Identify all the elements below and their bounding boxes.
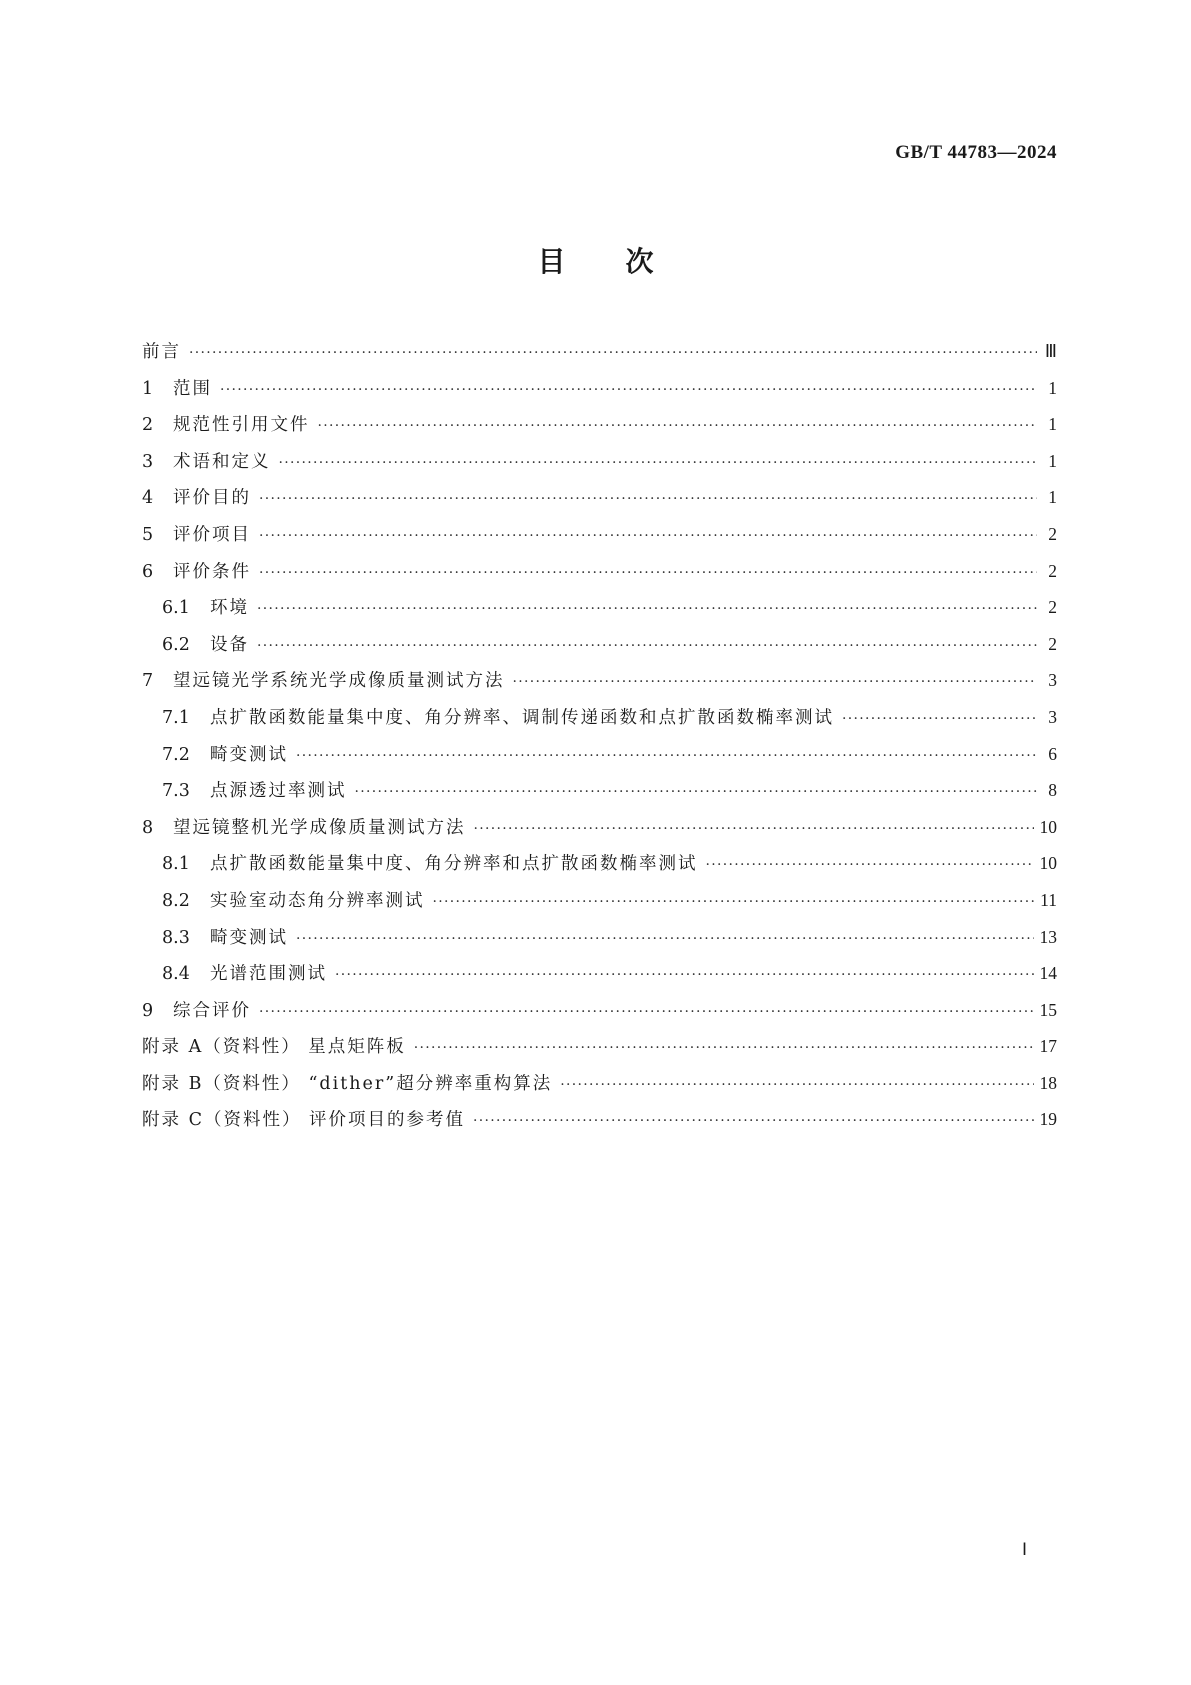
toc-entry-title: 附录 A（资料性） 星点矩阵板 [142,1037,406,1058]
toc-dot-leader [257,638,1037,654]
toc-dot-leader [433,894,1035,910]
page-title: 目次 [537,245,714,278]
toc-entry[interactable] [142,704,1057,741]
toc-entry-title: 畸变测试 [210,744,288,765]
toc-entry[interactable] [142,411,1057,448]
toc-entry-title: 环境 [210,598,249,619]
toc-entry-number: 7.3 [162,781,190,802]
toc-entry-number: 7.1 [162,707,190,728]
toc-entry-page: 2 [1048,523,1057,544]
toc-dot-leader [355,784,1038,800]
toc-dot-leader [842,711,1037,727]
toc-entry-title: 设备 [210,634,249,655]
toc-dot-leader [259,1004,1034,1020]
toc-entry-page: 1 [1048,487,1057,508]
toc-entry[interactable] [142,594,1057,631]
toc-entry-page: 14 [1039,963,1057,984]
toc-entry-title: 评价目的 [173,488,251,509]
toc-entry-number: 8.4 [162,964,190,985]
toc-entry-number: 6.1 [162,598,190,619]
toc-entry-page: 19 [1039,1109,1057,1130]
toc-entry-page: 2 [1048,633,1057,654]
toc-entry[interactable] [142,484,1057,521]
table-of-contents [142,338,1057,1143]
toc-entry-page: 2 [1048,560,1057,581]
toc-entry-number: 3 [142,451,154,472]
toc-dot-leader [335,967,1034,983]
toc-entry-number: 8.1 [162,854,190,875]
toc-dot-leader [473,1113,1033,1129]
toc-entry-number: 8.3 [162,927,190,948]
footer-page-number: Ⅰ [1022,1540,1028,1559]
toc-entry-page: 3 [1048,670,1057,691]
toc-dot-leader [257,601,1037,617]
toc-dot-leader [513,674,1038,690]
toc-entry-title: 点源透过率测试 [210,781,347,802]
toc-entry-title: 术语和定义 [173,451,271,472]
toc-entry-page: 10 [1039,853,1057,874]
toc-dot-leader [296,748,1037,764]
toc-entry-number: 5 [142,524,154,545]
toc-entry[interactable] [142,887,1057,924]
toc-entry-number: 1 [142,378,154,399]
toc-entry[interactable] [142,777,1057,814]
toc-entry-page: 8 [1048,780,1057,801]
toc-entry-page: 1 [1048,450,1057,471]
toc-entry-page: 1 [1048,377,1057,398]
toc-entry-title: 前言 [142,342,181,362]
toc-entry-title: 畸变测试 [210,927,288,948]
toc-entry[interactable] [142,631,1057,668]
toc-entry-page: Ⅲ [1044,341,1057,361]
toc-entry-title: 附录 C（资料性） 评价项目的参考值 [142,1110,466,1131]
toc-entry-page: 17 [1039,1036,1057,1057]
toc-entry-number: 6 [142,561,154,582]
toc-entry-number: 8 [142,817,154,838]
toc-dot-leader [259,528,1037,544]
toc-entry-number: 7.2 [162,744,190,765]
toc-entry-page: 13 [1039,926,1057,947]
toc-dot-leader [220,382,1037,398]
toc-entry[interactable] [142,667,1057,704]
toc-entry[interactable] [142,521,1057,558]
toc-entry[interactable] [142,558,1057,595]
toc-entry-page: 2 [1048,597,1057,618]
toc-entry[interactable] [142,448,1057,485]
toc-dot-leader [296,931,1034,947]
toc-dot-leader [279,455,1038,471]
toc-entry-number: 2 [142,415,154,436]
toc-entry-title: 范围 [173,378,212,399]
toc-entry-title: 综合评价 [173,1000,251,1021]
toc-entry-number: 6.2 [162,634,190,655]
toc-entry-page: 3 [1048,706,1057,727]
toc-entry[interactable] [142,741,1057,778]
toc-entry-title: 评价项目 [173,524,251,545]
toc-entry-title: 望远镜光学系统光学成像质量测试方法 [173,671,505,692]
toc-dot-leader [414,1040,1034,1056]
toc-entry-number: 9 [142,1000,154,1021]
toc-entry-title: 点扩散函数能量集中度、角分辨率、调制传递函数和点扩散函数椭率测试 [210,707,834,728]
toc-dot-leader [318,418,1038,434]
toc-dot-leader [259,565,1037,581]
toc-entry[interactable] [142,924,1057,961]
toc-dot-leader [259,491,1037,507]
toc-entry-page: 15 [1039,999,1057,1020]
toc-entry-page: 10 [1039,816,1057,837]
toc-dot-leader [474,821,1034,837]
toc-entry-title: 附录 B（资料性） “dither”超分辨率重构算法 [142,1073,553,1094]
toc-entry-number: 7 [142,671,154,692]
toc-entry-number: 4 [142,488,154,509]
toc-entry-title: 实验室动态角分辨率测试 [210,890,425,911]
toc-dot-leader [706,857,1034,873]
toc-entry-title: 评价条件 [173,561,251,582]
toc-entry[interactable] [142,814,1057,851]
toc-entry[interactable] [142,338,1057,375]
toc-entry-page: 1 [1048,414,1057,435]
toc-dot-leader [560,1077,1033,1093]
toc-entry-page: 11 [1040,889,1057,910]
toc-entry-title: 光谱范围测试 [210,964,327,985]
toc-entry-title: 望远镜整机光学成像质量测试方法 [173,817,466,838]
toc-entry[interactable] [142,997,1057,1034]
toc-entry-title: 点扩散函数能量集中度、角分辨率和点扩散函数椭率测试 [210,854,698,875]
toc-entry[interactable] [142,375,1057,412]
toc-entry[interactable] [142,1106,1057,1143]
toc-entry-title: 规范性引用文件 [173,415,310,436]
standard-code: GB/T 44783—2024 [895,142,1057,163]
toc-entry[interactable] [142,1070,1057,1107]
toc-entry-number: 8.2 [162,890,190,911]
toc-entry[interactable] [142,960,1057,997]
toc-entry-page: 18 [1039,1072,1057,1093]
toc-entry[interactable] [142,1033,1057,1070]
toc-entry[interactable] [142,850,1057,887]
toc-entry-page: 6 [1048,743,1057,764]
toc-dot-leader [189,345,1037,361]
